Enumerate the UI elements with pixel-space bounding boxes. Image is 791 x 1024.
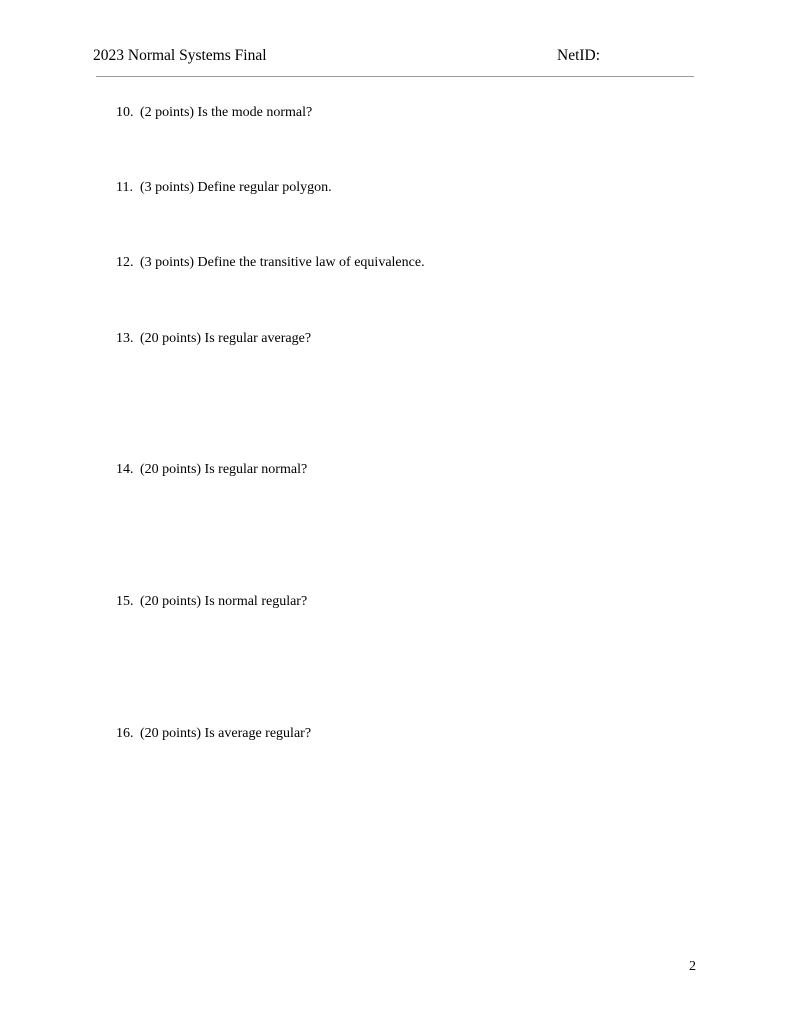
question-number: 14. <box>116 462 134 477</box>
question-number: 11. <box>116 180 133 195</box>
question-16 <box>116 725 311 743</box>
question-text: (20 points) Is normal regular? <box>140 594 308 609</box>
question-11 <box>116 179 332 197</box>
question-text: (20 points) Is regular normal? <box>140 462 308 477</box>
question-text: (2 points) Is the mode normal? <box>140 105 313 120</box>
question-13 <box>116 330 311 348</box>
question-text: (20 points) Is average regular? <box>140 726 312 741</box>
question-12 <box>116 254 425 272</box>
question-number: 13. <box>116 331 134 346</box>
question-number: 10. <box>116 105 134 120</box>
header-divider <box>96 76 694 77</box>
question-number: 12. <box>116 255 134 270</box>
question-text: (3 points) Define regular polygon. <box>140 180 332 195</box>
question-14 <box>116 461 307 479</box>
page-number: 2 <box>689 959 696 974</box>
question-text: (3 points) Define the transitive law of equivalence. <box>140 255 425 270</box>
netid-label: NetID: <box>557 47 601 64</box>
question-10 <box>116 104 312 122</box>
question-number: 15. <box>116 594 134 609</box>
question-number: 16. <box>116 726 134 741</box>
question-text: (20 points) Is regular average? <box>140 331 312 346</box>
question-15 <box>116 593 307 611</box>
exam-title: 2023 Normal Systems Final <box>93 47 267 64</box>
